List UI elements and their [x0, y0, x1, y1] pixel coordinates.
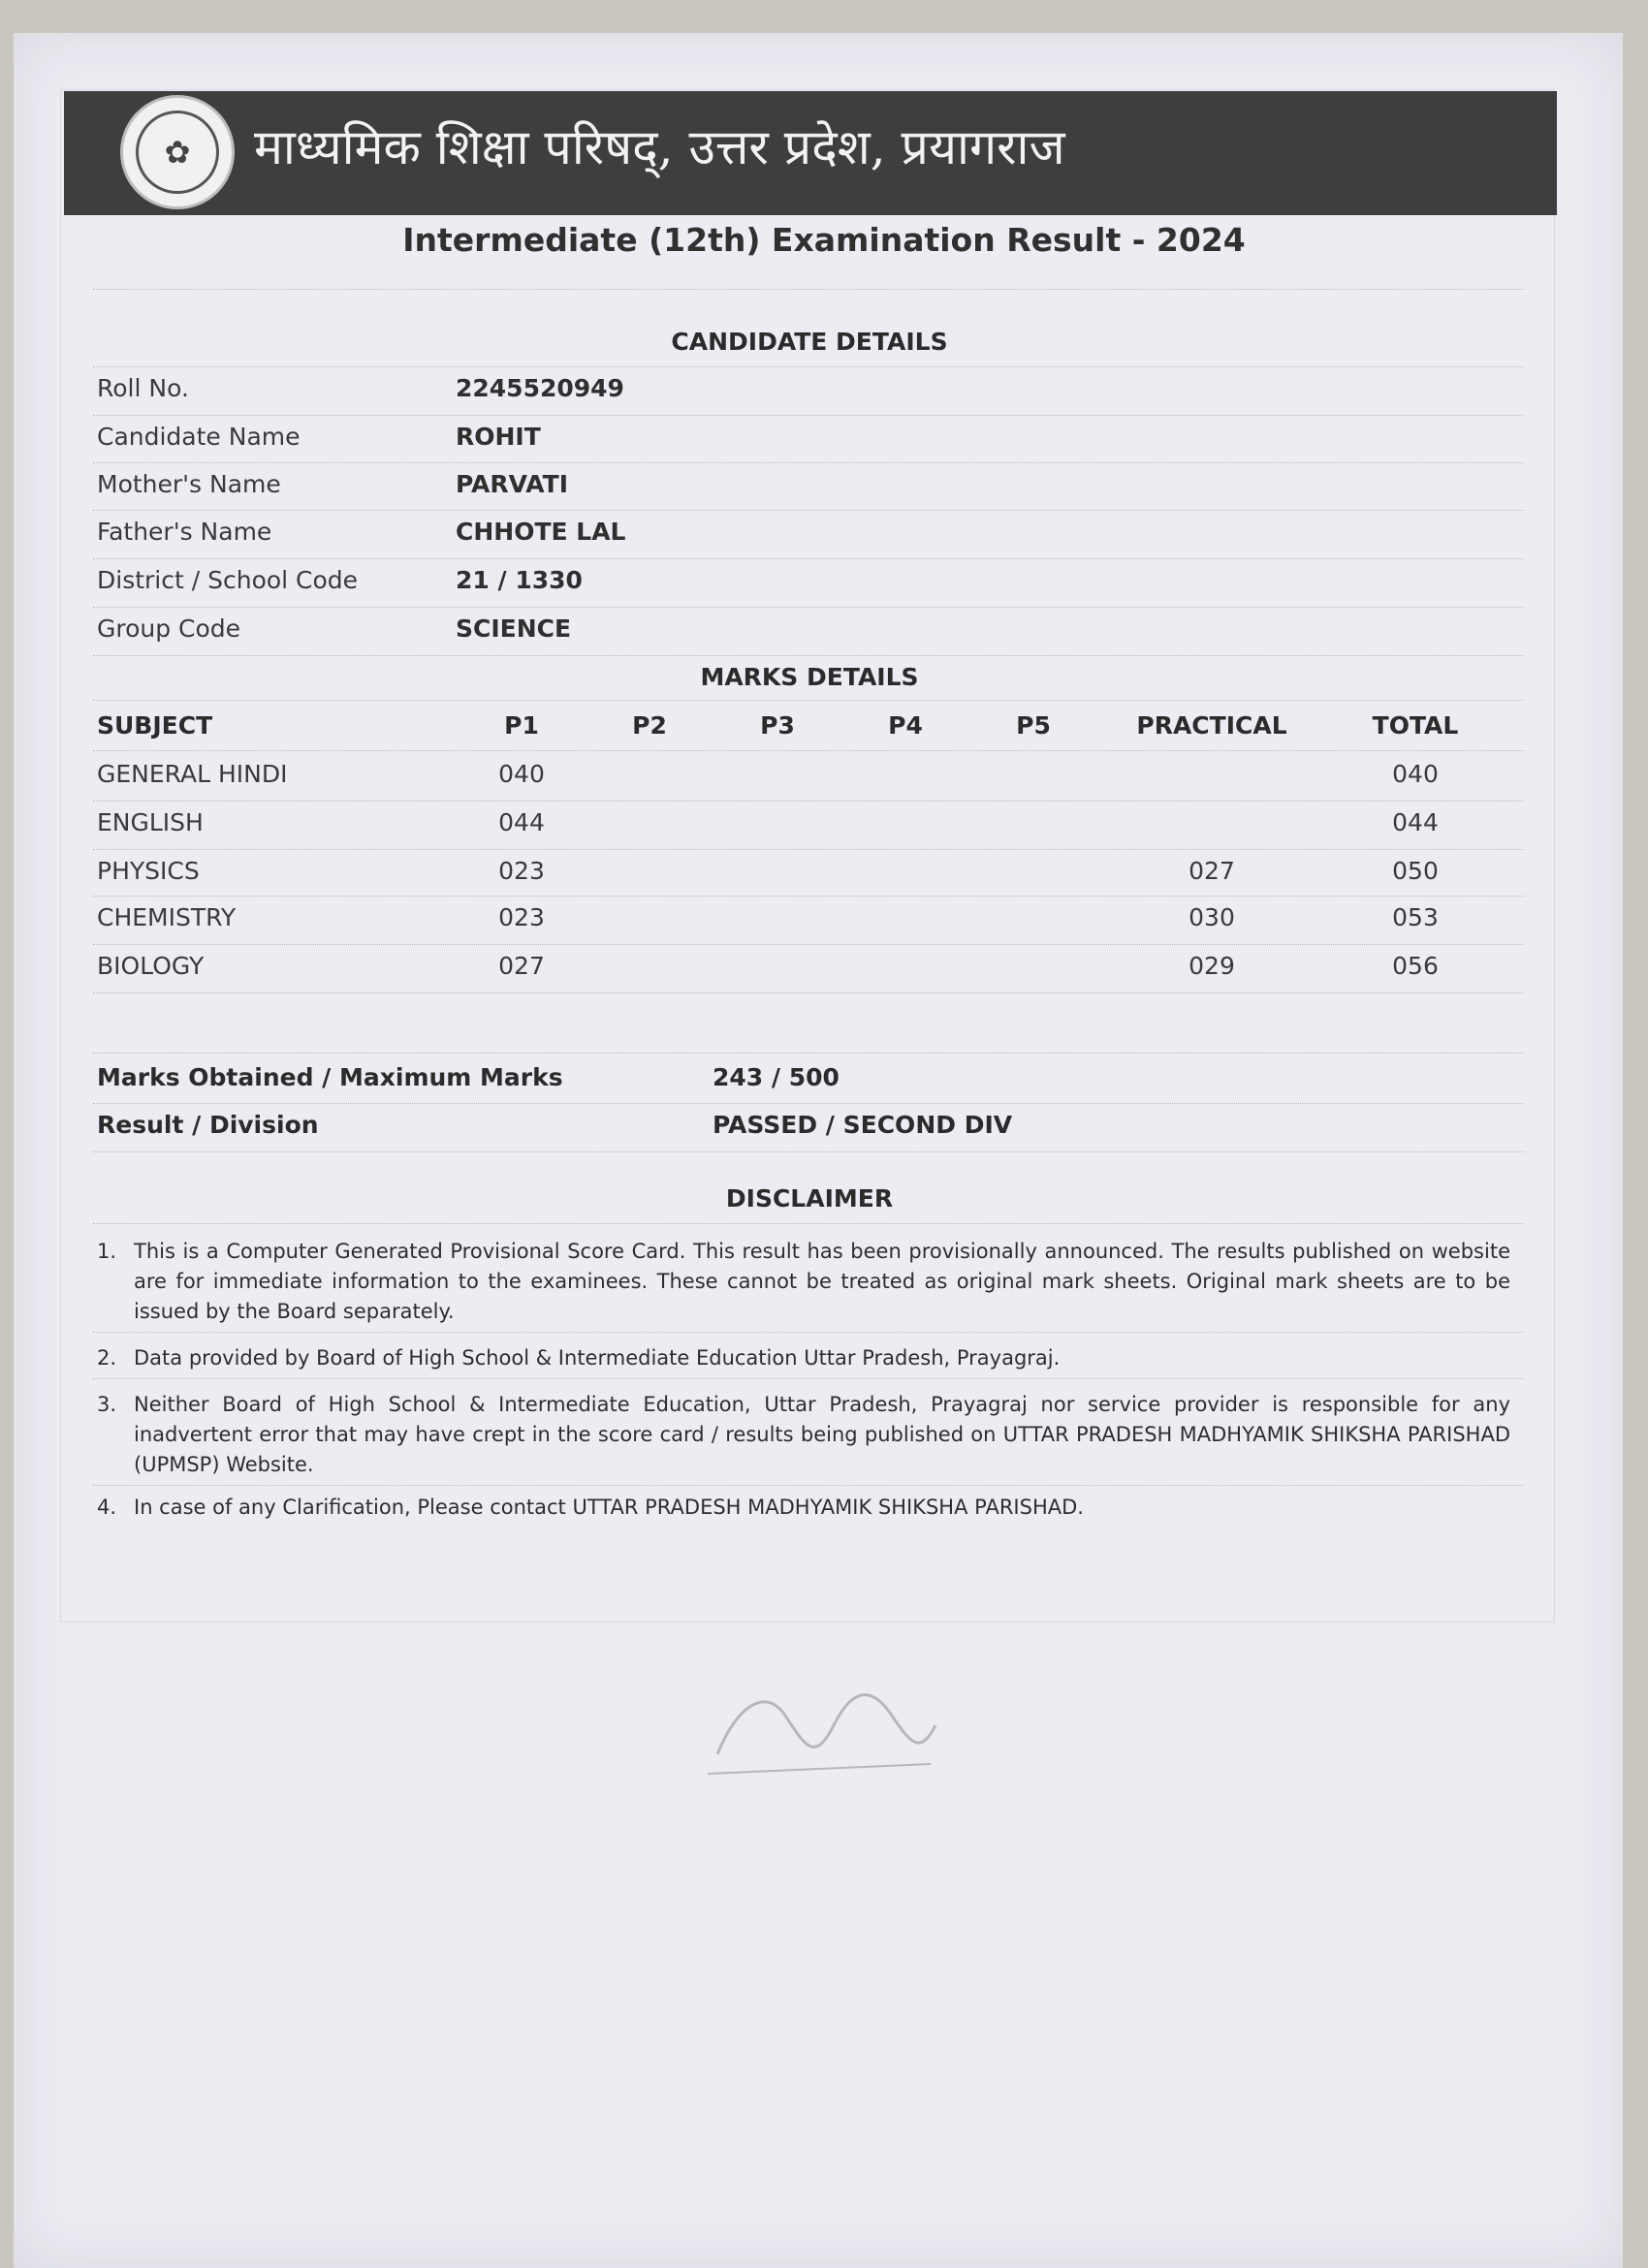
item-number: 1.: [97, 1240, 117, 1263]
field-value: PARVATI: [456, 470, 569, 498]
field-label: Roll No.: [97, 374, 189, 402]
marks-details-heading: MARKS DETAILS: [700, 663, 919, 691]
item-number: 3.: [97, 1393, 117, 1416]
subject-cell: PHYSICS: [97, 857, 200, 885]
candidate-details-heading: CANDIDATE DETAILS: [671, 328, 948, 356]
subject-cell: BIOLOGY: [97, 952, 205, 980]
handwritten-signature: [698, 1648, 950, 1803]
column-header: P5: [1016, 711, 1051, 740]
divider: [93, 510, 1524, 511]
field-district-school-code: [97, 566, 1522, 613]
item-number: 4.: [97, 1496, 117, 1519]
table-row: [97, 808, 1522, 855]
field-label: Group Code: [97, 614, 241, 643]
total-cell: 040: [1392, 760, 1439, 788]
divider: [93, 415, 1524, 416]
field-group-code: [97, 614, 1522, 661]
field-value: ROHIT: [456, 423, 541, 451]
disclaimer-item: [97, 1237, 1512, 1330]
divider: [93, 944, 1524, 945]
board-logo: [120, 95, 235, 209]
column-header: TOTAL: [1372, 711, 1459, 740]
summary-label: Result / Division: [97, 1111, 319, 1139]
divider: [93, 992, 1524, 993]
exam-title: Intermediate (12th) Examination Result - 2024: [402, 221, 1246, 259]
total-cell: 050: [1392, 857, 1439, 885]
divider: [93, 655, 1524, 656]
divider: [93, 1485, 1524, 1486]
field-label: Mother's Name: [97, 470, 281, 498]
column-header: P1: [504, 711, 539, 740]
total-cell: 056: [1392, 952, 1439, 980]
board-name: माध्यमिक शिक्षा परिषद्, उत्तर प्रदेश, प्रयागराज: [254, 119, 1065, 175]
total-cell: 053: [1392, 903, 1439, 931]
field-label: Father's Name: [97, 518, 272, 546]
divider: [93, 462, 1524, 463]
field-value: 2245520949: [456, 374, 624, 402]
divider: [93, 1378, 1524, 1379]
column-header: P3: [760, 711, 795, 740]
disclaimer-item: [97, 1343, 1512, 1376]
item-text: In case of any Clarification, Please contact UTTAR PRADESH MADHYAMIK SHIKSHA PARISHAD.: [134, 1496, 1084, 1519]
table-row: [97, 952, 1522, 998]
divider: [93, 1332, 1524, 1333]
column-header: P4: [888, 711, 923, 740]
practical-cell: 029: [1188, 952, 1235, 980]
item-text: Neither Board of High School & Intermediate Education, Uttar Pradesh, Prayagraj nor service provider is responsible for any inadvertent error that may have crept in the score card / results being published on UTTAR PRADESH MADHYAMIK SHIKSHA PARISHAD (UPMSP) Website.: [134, 1393, 1510, 1476]
field-value: CHHOTE LAL: [456, 518, 626, 546]
divider: [93, 1223, 1524, 1224]
item-text: This is a Computer Generated Provisional Score Card. This result has been provisionally announced. The results published on website are for immediate information to the examinees. These cannot be treated as original mark sheets. Original mark sheets are to be issued by the Board separately.: [134, 1240, 1510, 1323]
divider: [93, 607, 1524, 608]
divider: [93, 1103, 1524, 1104]
p1-cell: 044: [498, 808, 545, 836]
summary-label: Marks Obtained / Maximum Marks: [97, 1063, 563, 1091]
divider: [93, 558, 1524, 559]
divider: [93, 700, 1524, 701]
divider: [93, 366, 1524, 367]
table-row: [97, 903, 1522, 950]
field-value: 21 / 1330: [456, 566, 583, 594]
table-row: [97, 760, 1522, 806]
field-label: Candidate Name: [97, 423, 301, 451]
result-division-row: [97, 1111, 1522, 1157]
total-cell: 044: [1392, 808, 1439, 836]
field-father-name: [97, 518, 1522, 564]
divider: [93, 289, 1524, 290]
subject-cell: CHEMISTRY: [97, 903, 237, 931]
disclaimer-heading: DISCLAIMER: [725, 1184, 894, 1213]
field-label: District / School Code: [97, 566, 359, 594]
disclaimer-item: [97, 1493, 1512, 1526]
practical-cell: 027: [1188, 857, 1235, 885]
divider: [93, 849, 1524, 850]
column-header: PRACTICAL: [1136, 711, 1287, 740]
column-header: P2: [632, 711, 667, 740]
column-header: SUBJECT: [97, 711, 213, 740]
divider: [93, 1151, 1524, 1152]
emblem-icon: ✿: [136, 110, 219, 194]
subject-cell: ENGLISH: [97, 808, 204, 836]
practical-cell: 030: [1188, 903, 1235, 931]
field-roll-no: [97, 374, 1522, 421]
divider: [93, 750, 1524, 751]
divider: [93, 1053, 1524, 1054]
p1-cell: 023: [498, 857, 545, 885]
disclaimer-item: [97, 1390, 1512, 1483]
p1-cell: 027: [498, 952, 545, 980]
summary-value: PASSED / SECOND DIV: [713, 1111, 1013, 1139]
divider: [93, 801, 1524, 802]
field-value: SCIENCE: [456, 614, 572, 643]
divider: [93, 896, 1524, 897]
subject-cell: GENERAL HINDI: [97, 760, 288, 788]
item-number: 2.: [97, 1346, 117, 1370]
p1-cell: 023: [498, 903, 545, 931]
p1-cell: 040: [498, 760, 545, 788]
item-text: Data provided by Board of High School & Intermediate Education Uttar Pradesh, Prayagraj.: [134, 1346, 1061, 1370]
summary-value: 243 / 500: [713, 1063, 840, 1091]
